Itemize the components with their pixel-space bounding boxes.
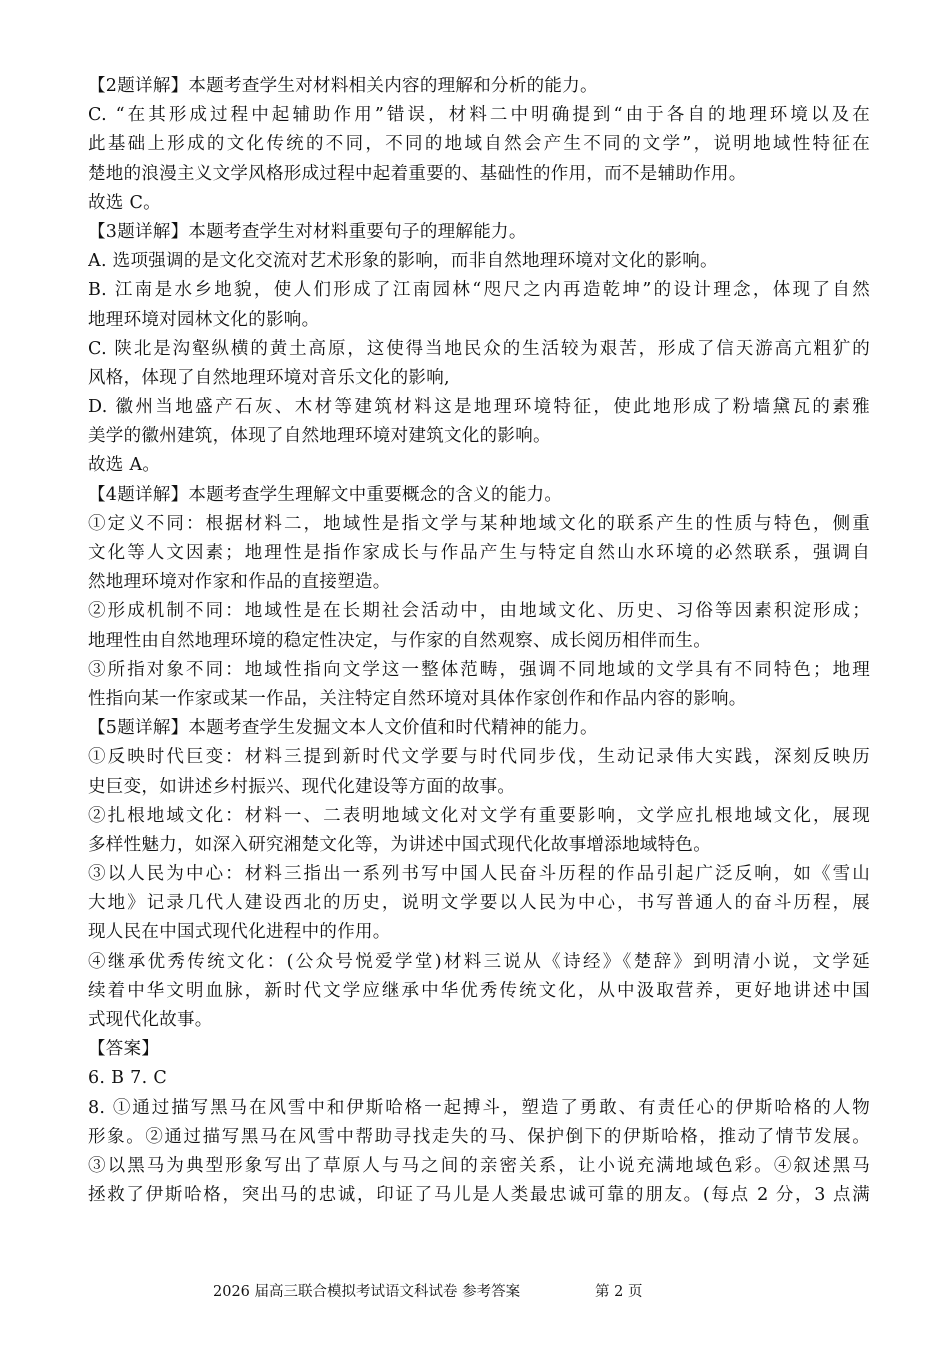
text-line: 风格，体现了自然地理环境对音乐文化的影响, [88,367,450,388]
text-line: 【3题详解】本题考查学生对材料重要句子的理解能力。 [88,221,527,242]
footer-page-number: 第 2 页 [595,1284,643,1300]
text-line: C. 陕北是沟壑纵横的黄土高原，这使得当地民众的生活较为艰苦，形成了信天游高亢粗犷的 [88,338,870,359]
text-line: ③以黑马为典型形象写出了草原人与马之间的亲密关系，让小说充满地域色彩。④叙述黑马 [88,1155,870,1176]
text-line: A. 选项强调的是文化交流对艺术形象的影响，而非自然地理环境对文化的影响。 [88,251,718,272]
text-line: ③所指对象不同：地域性指向文学这一整体范畴，强调不同地域的文学具有不同特色；地理 [88,659,870,680]
text-line: ①定义不同：根据材料二，地域性是指文学与某种地域文化的联系产生的性质与特色，侧重 [88,513,870,534]
text-line: ②扎根地域文化：材料一、二表明地域文化对文学有重要影响，文学应扎根地域文化，展现 [88,805,870,826]
text-line: 地理环境对园林文化的影响。 [88,309,320,330]
text-line: B. 江南是水乡地貌，使人们形成了江南园林“咫尺之内再造乾坤”的设计理念，体现了自然 [88,280,870,301]
text-line: 楚地的浪漫主义文学风格形成过程中起着重要的、基础性的作用，而不是辅助作用。 [88,163,747,184]
text-line: 此基础上形成的文化传统的不同，不同的地域自然会产生不同的文学”，说明地域性特征在 [88,134,870,155]
text-line: ①反映时代巨变：材料三提到新时代文学要与时代同步伐，生动记录伟大实践，深刻反映历 [88,747,870,768]
text-line: 故选 A。 [88,455,161,476]
text-line: 【答案】 [88,1039,160,1060]
text-line: 现人民在中国式现代化进程中的作用。 [88,922,391,943]
text-line: 文化等人文因素；地理性是指作家成长与作品产生与特定自然山水环境的必然联系，强调自 [88,543,870,563]
text-line: C. “在其形成过程中起辅助作用”错误，材料二中明确提到“由于各自的地理环境以及在 [88,105,870,126]
text-line: 拯救了伊斯哈格，突出马的忠诚，印证了马儿是人类最忠诚可靠的朋友。(每点 2 分，3 点满 [88,1185,870,1206]
text-line: 地理性由自然地理环境的稳定性决定，与作家的自然观察、成长阅历相伴而生。 [88,630,711,651]
text-line: 6. B 7. C [88,1068,168,1089]
text-line: 性指向某一作家或某一作品，关注特定自然环境对具体作家创作和作品内容的影响。 [88,688,747,709]
text-line: 多样性魅力，如深入研究湘楚文化等，为讲述中国式现代化故事增添地域特色。 [88,834,711,855]
text-line: 史巨变，如讲述乡村振兴、现代化建设等方面的故事。 [88,776,516,797]
text-line: ③以人民为中心：材料三指出一系列书写中国人民奋斗历程的作品引起广泛反响，如《雪山 [88,864,870,885]
text-line: 【2题详解】本题考查学生对材料相关内容的理解和分析的能力。 [88,76,598,96]
text-line: ④继承优秀传统文化：(公众号悦爱学堂)材料三说从《诗经》《楚辞》到明清小说，文学延 [88,951,870,972]
text-line: 形象。②通过描写黑马在风雪中帮助寻找走失的马、保护倒下的伊斯哈格，推动了情节发展。 [88,1126,870,1147]
text-line: 8. ①通过描写黑马在风雪中和伊斯哈格一起搏斗，塑造了勇敢、有责任心的伊斯哈格的人物 [88,1097,870,1118]
footer-title: 2026 届高三联合模拟考试语文科试卷 参考答案 [213,1284,521,1300]
text-line: 【4题详解】本题考查学生理解文中重要概念的含义的能力。 [88,484,563,505]
text-line: 【5题详解】本题考查学生发掘文本人文价值和时代精神的能力。 [88,718,598,739]
answer-text-body [88,72,870,1210]
text-line: D. 徽州当地盛产石灰、木材等建筑材料这是地理环境特征，使此地形成了粉墙黛瓦的素雅 [88,397,870,418]
text-line: 式现代化故事。 [88,1010,213,1030]
text-line: 续着中华文明血脉，新时代文学应继承中华优秀传统文化，从中汲取营养，更好地讲述中国 [88,980,870,1001]
text-line: 故选 C。 [88,192,161,213]
text-line: ②形成机制不同：地域性是在长期社会活动中，由地域文化、历史、习俗等因素积淀形成； [88,601,870,622]
text-line: 大地》记录几代人建设西北的历史，说明文学要以人民为中心，书写普通人的奋斗历程，展 [88,893,870,914]
text-line: 然地理环境对作家和作品的直接塑造。 [88,572,391,593]
text-line: 美学的徽州建筑，体现了自然地理环境对建筑文化的影响。 [88,426,551,447]
